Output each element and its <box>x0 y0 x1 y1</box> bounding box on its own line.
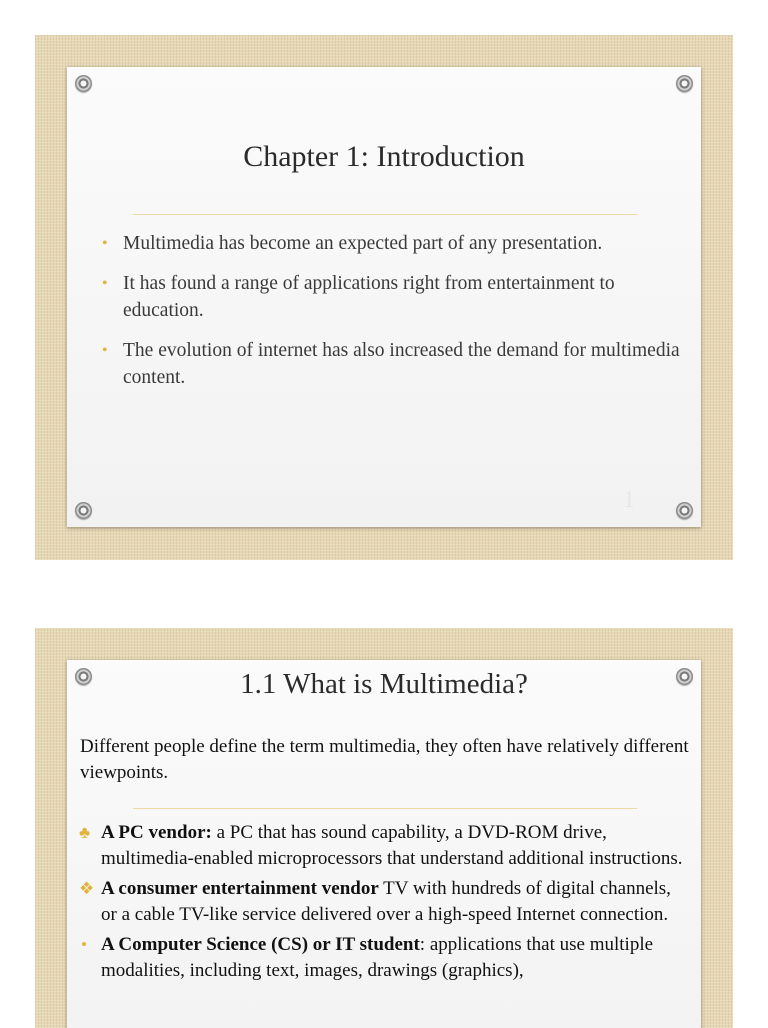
slide-2-background <box>35 628 733 1028</box>
bullet-label: A Computer Science (CS) or IT student <box>101 934 420 955</box>
bullet-label: A consumer entertainment vendor <box>101 878 379 899</box>
list-item <box>79 876 691 928</box>
bullet-text: Multimedia has become an expected part of any presentation. <box>123 233 603 254</box>
list-item <box>79 820 691 872</box>
diamond-cluster-icon: ❖ <box>79 879 95 898</box>
bullet-text: TV with hundreds of digital channels, or a cable TV-like service delivered over a high-speed Internet connection. <box>101 878 671 925</box>
bullet-dot-icon: • <box>102 275 108 292</box>
slide-2-intro: Different people define the term multimedia, they often have relatively different viewpoints. <box>80 736 689 783</box>
rivet-icon <box>75 502 92 519</box>
title-divider <box>133 214 637 215</box>
slide-1-title: Chapter 1: Introduction <box>243 140 525 173</box>
rivet-icon <box>676 502 693 519</box>
bullet-text: : applications that use multiple modalities, including text, images, drawings (graphics), <box>101 934 654 981</box>
slide-2 <box>67 660 701 1028</box>
list-item <box>100 270 680 324</box>
rivet-icon <box>676 75 693 92</box>
bullet-text: The evolution of internet has also increased the demand for multimedia content. <box>123 340 680 388</box>
list-item <box>100 337 680 391</box>
slide-1-bullet-list <box>100 230 680 404</box>
slide-1-background <box>35 35 733 560</box>
bullet-dot-icon: • <box>102 342 108 359</box>
bullet-text: It has found a range of applications right from entertainment to education. <box>123 273 615 321</box>
bullet-label: A PC vendor: <box>101 822 212 843</box>
slide-2-title: 1.1 What is Multimedia? <box>240 668 528 700</box>
slide-1 <box>67 67 701 527</box>
club-icon: ♣ <box>79 823 91 842</box>
rivet-icon <box>75 75 92 92</box>
list-item <box>100 230 680 257</box>
title-divider <box>133 808 637 809</box>
slide-page-number: 1 <box>623 487 635 513</box>
bullet-text: a PC that has sound capability, a DVD-ROM drive, multimedia-enabled microprocessors that understand additional instructions. <box>101 822 683 869</box>
slide-2-bullet-list <box>79 820 691 988</box>
list-item <box>79 932 691 984</box>
dot-icon: • <box>81 935 87 954</box>
bullet-dot-icon: • <box>102 235 108 252</box>
